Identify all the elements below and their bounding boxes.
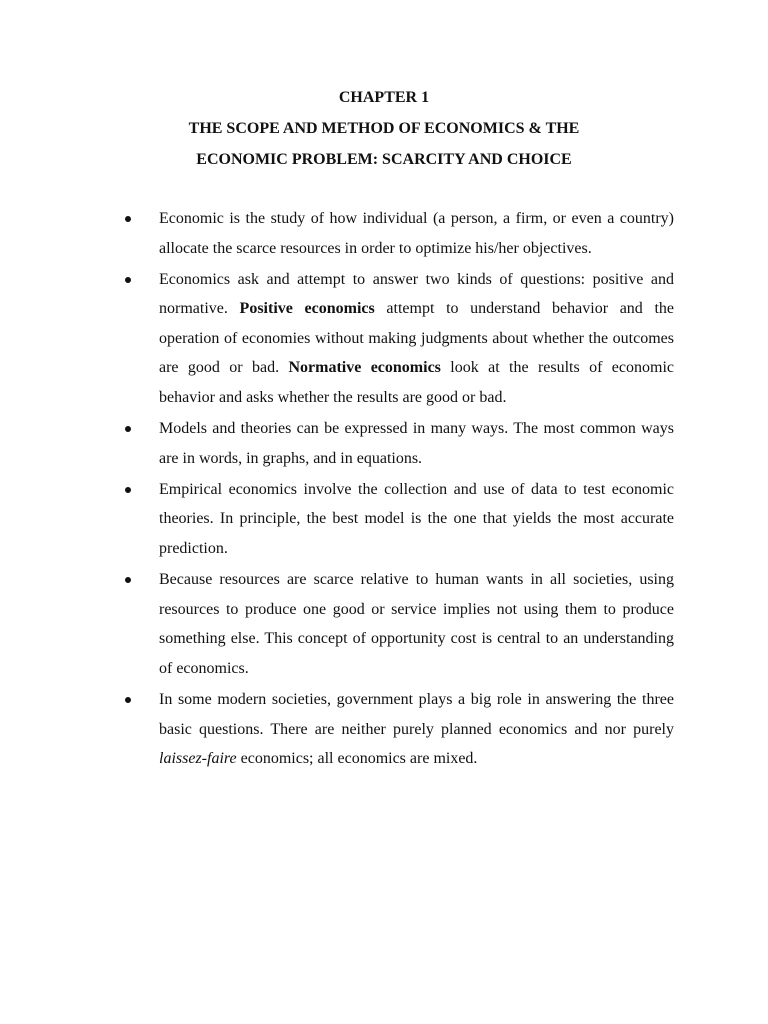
bullet-item-positive-normative [0, 265, 768, 413]
bullet-icon [125, 426, 131, 432]
bullet-text: Because resources are scarce relative to human wants in all societies, using resources to produce one good or service implies not using them to produce something else. This concept of opportunity cost is central to an understanding of economics. [159, 571, 674, 677]
bullet-text-segment: attempt to understand behavior and the operation of economies without making judgments about whether the outcomes are good or bad. [159, 300, 675, 377]
term-laissez-faire: laissez-faire [159, 750, 237, 768]
bullet-text: Empirical economics involve the collection and use of data to test economic theories. In principle, the best model is the one that yields the most accurate prediction. [159, 480, 674, 558]
bullet-text-segment: economics; all economics are mixed. [236, 750, 478, 768]
bullet-icon [125, 487, 131, 493]
bullet-icon [125, 277, 131, 283]
bullet-item-empirical-economics [0, 475, 768, 564]
chapter-title-line-1: THE SCOPE AND METHOD OF ECONOMICS & THE [188, 120, 580, 137]
bullet-text: Economic is the study of how individual (a person, a firm, or even a country) allocate the scarce resources in order to optimize his/her objectives. [159, 210, 674, 257]
bullet-item-economics-definition [0, 204, 768, 263]
bullet-item-models-theories [0, 414, 768, 473]
bullet-icon [125, 216, 131, 222]
term-positive-economics: Positive economics [239, 300, 375, 318]
term-normative-economics: Normative economics [288, 359, 441, 377]
chapter-heading: CHAPTER 1 [338, 89, 430, 106]
bullet-text [159, 265, 674, 413]
bullet-text: Models and theories can be expressed in many ways. The most common ways are in words, in graphs, and in equations. [159, 420, 674, 467]
bullet-text-segment: look at the results of economic behavior and asks whether the results are good or bad. [159, 359, 674, 407]
bullet-item-opportunity-cost [0, 565, 768, 683]
bullet-list [0, 204, 768, 775]
bullet-icon [125, 577, 131, 583]
bullet-text [159, 685, 674, 774]
bullet-icon [125, 697, 131, 703]
bullet-item-mixed-economies [0, 685, 768, 774]
bullet-text-segment: Economics ask and attempt to answer two kinds of questions: positive and normative. [159, 270, 674, 318]
chapter-title-line-2: ECONOMIC PROBLEM: SCARCITY AND CHOICE [196, 151, 572, 168]
bullet-text-segment: In some modern societies, government plays a big role in answering the three basic questions. There are neither purely planned economics and nor purely [159, 691, 674, 738]
